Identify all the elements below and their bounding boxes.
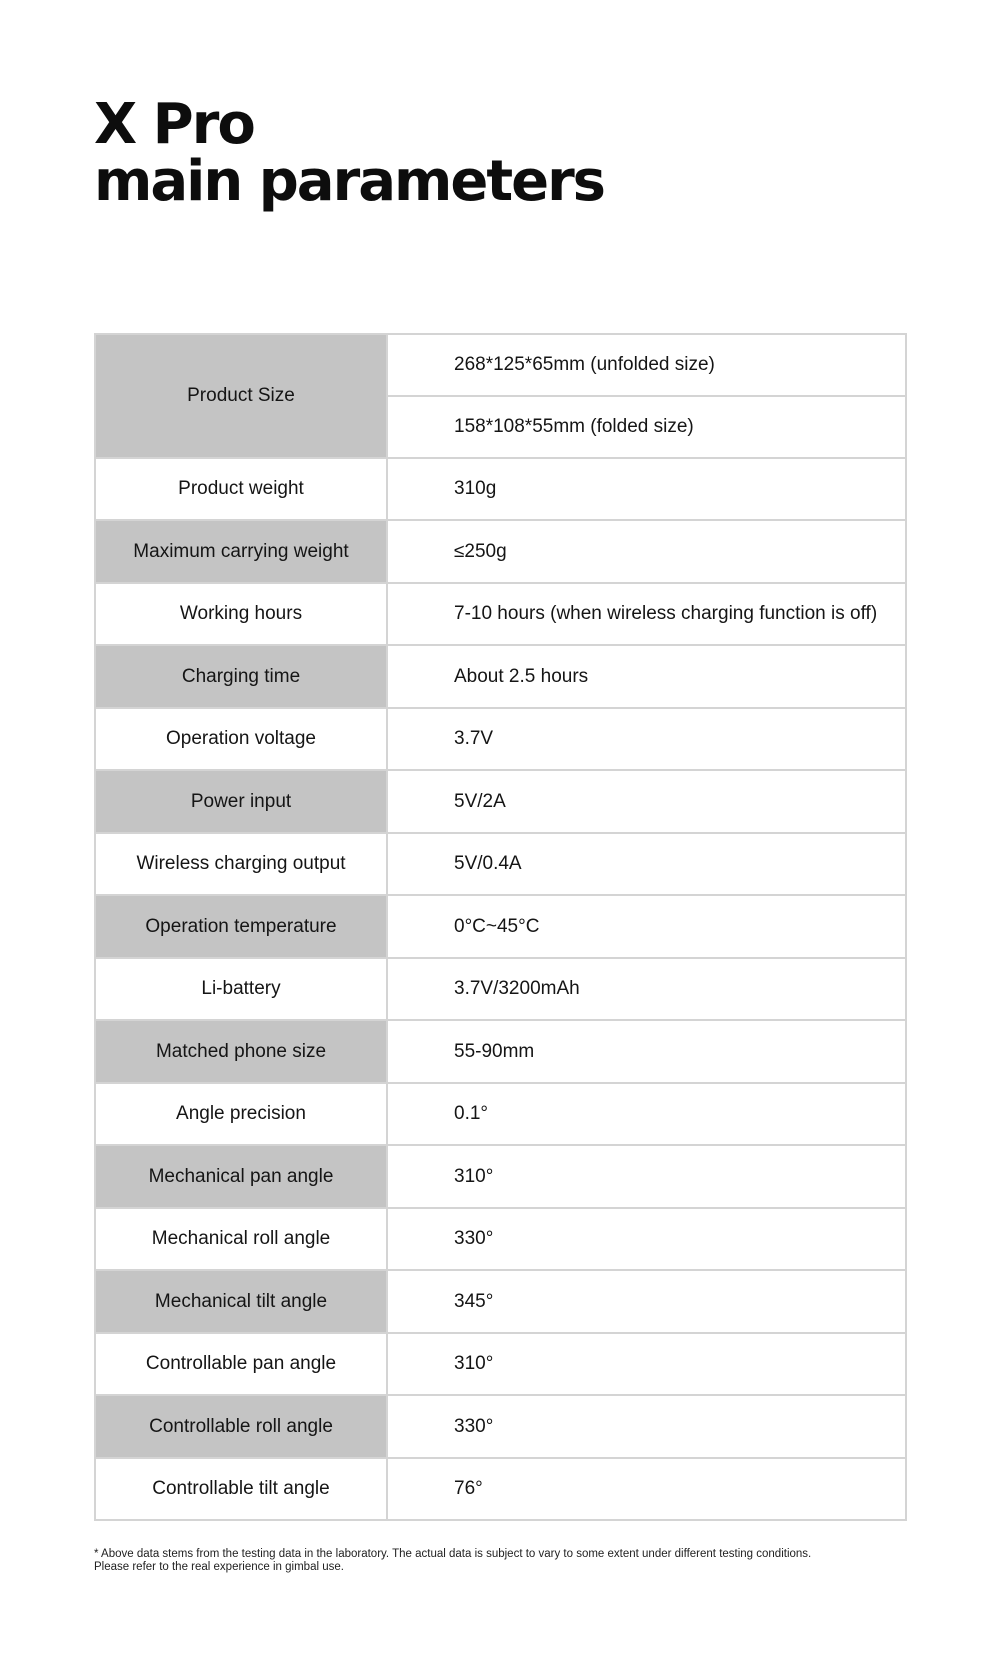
spec-row-product-size — [95, 334, 906, 396]
spec-value: 55-90mm — [387, 1020, 906, 1083]
spec-value: 345° — [387, 1270, 906, 1333]
spec-row — [95, 958, 906, 1020]
spec-row — [95, 1395, 906, 1458]
spec-row — [95, 1208, 906, 1270]
footnote-line-2: Please refer to the real experience in gimbal use. — [94, 1561, 344, 1573]
page-title — [94, 92, 605, 214]
spec-label: Working hours — [95, 583, 387, 645]
spec-row — [95, 833, 906, 895]
spec-label: Maximum carrying weight — [95, 520, 387, 583]
spec-label: Product Size — [95, 334, 387, 458]
spec-value: 0.1° — [387, 1083, 906, 1145]
spec-value-folded: 158*108*55mm (folded size) — [387, 396, 906, 458]
spec-label: Product weight — [95, 458, 387, 520]
spec-label: Mechanical roll angle — [95, 1208, 387, 1270]
spec-label: Wireless charging output — [95, 833, 387, 895]
spec-label: Power input — [95, 770, 387, 833]
page-title-line-1: X Pro — [94, 92, 254, 157]
spec-value: 330° — [387, 1208, 906, 1270]
spec-row — [95, 645, 906, 708]
spec-value: 330° — [387, 1395, 906, 1458]
spec-label: Li-battery — [95, 958, 387, 1020]
spec-row — [95, 895, 906, 958]
spec-label: Mechanical pan angle — [95, 1145, 387, 1208]
spec-row — [95, 583, 906, 645]
spec-label: Operation temperature — [95, 895, 387, 958]
spec-row — [95, 1270, 906, 1333]
spec-row — [95, 770, 906, 833]
spec-label: Controllable roll angle — [95, 1395, 387, 1458]
spec-value: 310° — [387, 1333, 906, 1395]
spec-label: Mechanical tilt angle — [95, 1270, 387, 1333]
spec-value-unfolded: 268*125*65mm (unfolded size) — [387, 334, 906, 396]
spec-label: Controllable pan angle — [95, 1333, 387, 1395]
spec-row — [95, 1083, 906, 1145]
spec-value: 5V/2A — [387, 770, 906, 833]
spec-label: Operation voltage — [95, 708, 387, 770]
spec-label: Angle precision — [95, 1083, 387, 1145]
spec-value: 310° — [387, 1145, 906, 1208]
spec-row — [95, 708, 906, 770]
spec-row — [95, 1458, 906, 1520]
spec-value: 3.7V — [387, 708, 906, 770]
spec-label: Charging time — [95, 645, 387, 708]
spec-row — [95, 1020, 906, 1083]
spec-value: About 2.5 hours — [387, 645, 906, 708]
spec-row — [95, 458, 906, 520]
spec-row — [95, 1333, 906, 1395]
spec-table — [94, 333, 907, 1521]
spec-label: Controllable tilt angle — [95, 1458, 387, 1520]
spec-label: Matched phone size — [95, 1020, 387, 1083]
spec-value: 3.7V/3200mAh — [387, 958, 906, 1020]
spec-value: 7-10 hours (when wireless charging function is off) — [387, 583, 906, 645]
spec-row — [95, 1145, 906, 1208]
spec-row — [95, 520, 906, 583]
spec-value: ≤250g — [387, 520, 906, 583]
footnote — [94, 1548, 954, 1574]
footnote-line-1: * Above data stems from the testing data in the laboratory. The actual data is subject to vary to some extent under different testing conditions. — [94, 1548, 812, 1560]
spec-value: 310g — [387, 458, 906, 520]
spec-value: 5V/0.4A — [387, 833, 906, 895]
spec-value: 76° — [387, 1458, 906, 1520]
page-title-line-2: main parameters — [94, 149, 605, 214]
spec-value: 0°C~45°C — [387, 895, 906, 958]
